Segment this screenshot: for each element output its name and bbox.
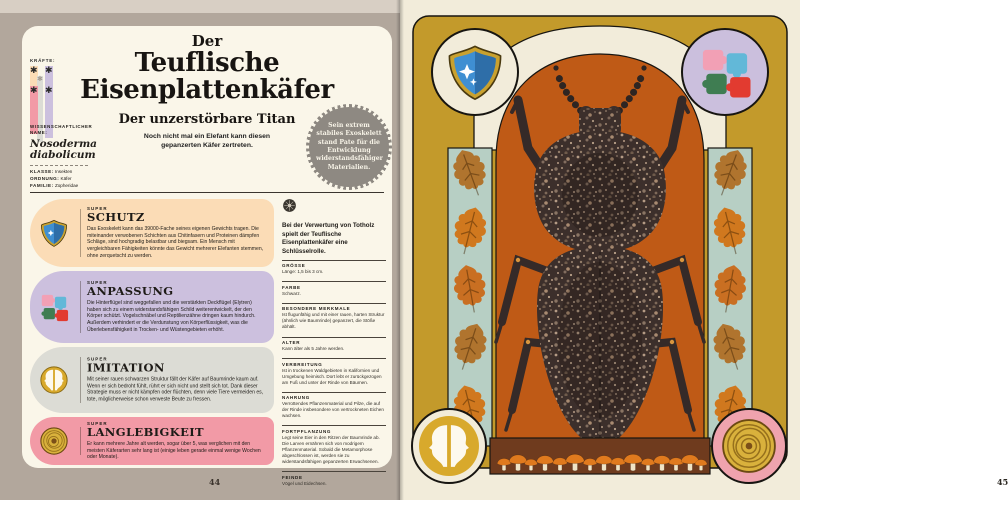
asterisk-rating-icon: ✱ ✱ ✱ ✱ ✱ [30,66,56,96]
right-page [400,0,1008,500]
divider [30,165,88,166]
tree-rings-medallion [712,409,786,483]
stat-alter: ALTER Kann älter als 5 Jahre werden. [282,337,386,356]
stat-feinde: FEINDE Vögel und Eidechsen. [282,471,386,490]
beetle-plate-illustration [400,0,800,500]
page-number-right: 45 [997,477,1008,487]
stats-intro: Bei der Verwertung von Totholz spielt der Teuflische Eisenplattenkäfer eine Schlüsselrolle. [282,222,375,256]
section-imitation [30,347,274,413]
taxonomy-row: ORDNUNG: Käfer [30,175,72,181]
section-kicker: SUPER [87,280,108,286]
section-schutz [30,199,274,267]
kraefte-label: KRÄFTE: [30,58,56,63]
section-text [87,421,266,461]
section-body: Das Exoskelett kann das 39000-Fache seines eigenen Gewichts tragen. Die miteinander verwobenen Schichten aus Chitinfasern und Proteinen dämpfen Schläge, sind hochgradig belastbar und biegsam. Ein Mensch mit vergleichbaren Fähigkeiten könnte das Gewicht mehrerer Elefanten stemmen, ohne zerquetscht zu werden. [87,225,264,260]
mushroom-band [490,438,710,474]
section-anpassung [30,271,274,343]
divider [80,281,81,333]
section-body: Die Hinterflügel sind weggefallen und die verstärkten Deckflügel (Elytren) haben sich zu einem widerstandsfähigen Schild weiterentwickelt, der den Körper schützt. Vogelschnäbel und Reptilienzähne dringen kaum hindurch. Außerdem verhindert er die Verdunstung von Körperflüssigkeit, was die Überlebensfähigkeit in Trocken- und Wüstengebieten erhöht. [87,299,256,334]
page-subtitle: Der unzerstörbare Titan [118,111,296,127]
taxonomy-row: KLASSE: Insekten [30,168,73,174]
stat-verbreitung: VERBREITUNG Ist in trockenen Waldgebieten in Kalifornien und Umgebung heimisch. Dort lebt er zurückgezogen am Fuß und unter der Rinde von Bäumen. [282,358,386,389]
puzzle-medallion [682,29,768,115]
section-body: Er kann mehrere Jahre alt werden, sogar über 5, was verglichen mit den meisten Käferarten sehr lang ist (einige leben gerade einmal wenige Wochen oder Monate). [87,440,261,461]
section-kicker: SUPER [87,420,108,426]
page-edge-strip [0,0,400,13]
scientific-name-block [30,124,96,189]
page-title-line1: Der [191,32,223,50]
fact-badge [306,104,392,190]
medallion-icon [282,198,297,213]
section-title: IMITATION [87,360,165,375]
section-kicker: SUPER [87,356,108,362]
sci-name-label: WISSENSCHAFTLICHER NAME: [30,124,93,136]
tree-rings-icon [39,426,69,456]
stat-groesse: GRÖSSE Länge: 1,5 bis 3 cm. [282,260,386,279]
page-gutter [396,0,404,500]
section-title: SCHUTZ [87,210,145,225]
tree-rings-icon [723,420,775,472]
taxonomy-list [30,169,96,190]
stat-nahrung: NAHRUNG Verrottendes Pflanzenmaterial und Pilze, die auf der Rinde insbesondere von vertrockneten Eichen wachsen. [282,392,386,423]
faces-icon [39,365,69,395]
divider [80,427,81,455]
sci-name: Nosoderma diabolicum [30,137,97,161]
divider [80,357,81,403]
section-title: ANPASSUNG [87,284,174,299]
left-leaf-panel [447,145,493,446]
shield-medallion [432,29,518,115]
section-kicker: SUPER [87,206,108,212]
shield-icon [39,218,69,248]
section-langlebigkeit [30,417,274,465]
section-text [87,280,266,334]
stat-fortpflanzung: FORTPFLANZUNG Legt seine Eier in den Ritzen der Baumrinde ab. Die Larven ernähren sich von modrigem Pflanzenmaterial. Sobald die Metamorphose abgeschlossen ist, werden sie zu widerstandsfähigen gepanzerten Erwachsenen. [282,425,386,468]
badge-text: Sein extrem stabiles Exoskelett stand Pate für die Entwicklung widerstandsfähiger Materialien. [316,121,383,171]
page-number-left: 44 [209,477,221,487]
left-page [0,0,400,500]
stats-column [282,198,386,490]
puzzle-icon [39,292,69,322]
section-text [87,357,266,404]
header-divider [30,192,384,193]
section-text [87,206,266,260]
stat-farbe: FARBE Schwarz. [282,281,386,300]
section-body: Mit seiner rauen schwarzen Struktur fällt der Käfer auf Baumrinde kaum auf. Wenn er sich bedroht fühlt, rührt er sich nicht und stellt sich tot. Dank dieser Strategie muss er nicht kämpfen oder flüchten, denn viele Tiere vermeiden es, tote, möglicherweise schon verweste Beute zu fressen. [87,376,264,403]
taxonomy-row: FAMILIE: Zopheridae [30,182,79,188]
divider [80,209,81,257]
faces-medallion [412,409,486,483]
intro-text: Noch nicht mal ein Elefant kann diesen gepanzerten Käfer zertreten. [143,132,271,150]
page-title-line3: Eisenplattenkäfer [80,75,334,106]
section-title: LANGLEBIGKEIT [87,424,205,439]
page-title-line2: Teuflische [134,47,280,78]
stat-besondere-merkmale: BESONDERE MERKMALE Ist flugunfähig und mit einer rauen, harten Struktur (ähnlich wie Baumrinde) gepanzert, die Stöße abhält. [282,303,386,334]
right-leaf-panel [707,145,753,446]
badge-circle [309,107,389,187]
beetle-pronotum [534,130,666,252]
